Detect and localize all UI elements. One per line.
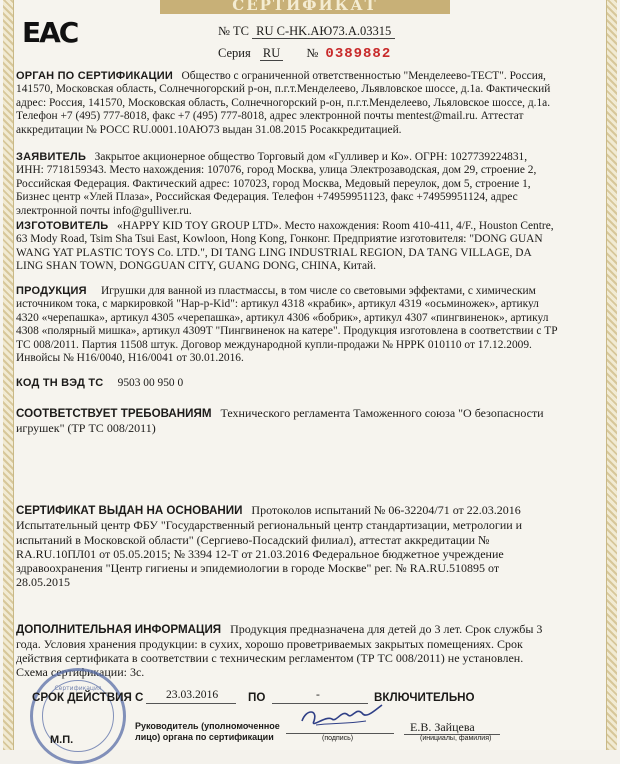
basis-line: здравоохранения "Центр гигиены и эпидемиологии в городе Москве" рег. № RA.RU.510895 от <box>16 561 500 576</box>
product-heading: ПРОДУКЦИЯ <box>16 285 87 297</box>
serial-value: RU <box>260 46 283 61</box>
signature-caption: (подпись) <box>322 735 354 742</box>
signer-name-caption: (инициалы, фамилия) <box>420 735 492 742</box>
applicant-heading: ЗАЯВИТЕЛЬ <box>16 151 87 163</box>
organ-line: адрес: Россия, 141570, Московская область, Солнечногорский р-он, п.г.т.Менделеево, Льяловское шоссе, д.1а. <box>16 96 551 109</box>
applicant-line: Бизнес центр «Улей Плаза», Российская Федерация. Телефон +74959951123, факс +74959951124, адрес <box>16 191 518 204</box>
cert-number-value: RU C-HK.АЮ73.А.03315 <box>252 24 395 39</box>
organ-line: аккредитации № РОСС RU.0001.10АЮ73 выдан 31.08.2015 Росаккредитацией. <box>16 123 402 136</box>
manufacturer-line: «HAPPY KID TOY GROUP LTD». Место нахождения: Room 410-411, 4/F., Houston Centre, <box>116 220 554 232</box>
validity-from: 23.03.2016 <box>166 688 219 701</box>
manufacturer-line: LING SHAN TOWN, DONGGUAN CITY, GUANG DONG, CHINA, Китай. <box>16 260 376 273</box>
organ-line: Общество с ограниченной ответственностью "Менделеево-ТЕСТ". Россия, <box>181 70 546 82</box>
applicant-line: Российская Федерация. Фактический адрес: 107023, город Москва, Медовый переулок, дом 5, строение 1, <box>16 177 531 190</box>
code-heading: КОД ТН ВЭД ТС <box>16 377 104 389</box>
applicant-line: Закрытое акционерное общество Торговый дом «Гулливер и Ко». ОГРН: 1027739224831, <box>94 151 528 163</box>
ornamental-border-left <box>3 0 14 750</box>
ornamental-border-right <box>606 0 617 750</box>
head-label <box>135 721 280 743</box>
code-section <box>16 377 586 390</box>
head-label-line: лицо) органа по сертификации <box>135 732 274 742</box>
basis-line: испытаний в Московской области" (Сергиево-Посадский филиал), аттестат аккредитации № <box>16 532 490 547</box>
product-line: Инвойсы № H16/0040, H16/0041 от 30.01.2016. <box>16 352 244 365</box>
product-section <box>16 285 586 365</box>
additional-line: Схема сертификации: 3с. <box>16 665 145 679</box>
additional-line: действия сертификата в соответствии с техническим регламентом (ТР ТС 008/2011) не установлен. <box>16 651 524 665</box>
certificate-banner: СЕРТИФИКАТ <box>160 0 450 14</box>
product-line: источником тока, с маркировкой "Hap-p-Kid": артикул 4318 «крабик», артикул 4319 «осьминожек», артикул <box>16 298 539 311</box>
basis-section <box>16 503 586 590</box>
serial-row <box>218 46 391 62</box>
basis-line: Протоколов испытаний № 06-32204/71 от 22.03.2016 <box>251 503 521 517</box>
additional-info-section <box>16 622 586 679</box>
product-line: ТС 008/2011. Партия 11508 штук. Договор международной купли-продажи № HPPK 010110 от 17.12.2009. <box>16 338 532 351</box>
basis-line: 28.05.2015 <box>16 575 70 590</box>
applicant-line: ИНН: 7718159343. Место нахождения: 107076, город Москва, улица Электрозаводская, дом 29, строение 2, <box>16 164 537 177</box>
validity-inclusive: ВКЛЮЧИТЕЛЬНО <box>374 691 475 704</box>
code-value: 9503 00 950 0 <box>117 377 184 389</box>
additional-heading: ДОПОЛНИТЕЛЬНАЯ ИНФОРМАЦИЯ <box>16 623 222 636</box>
manufacturer-line: 63 Mody Road, Tsim Sha Tsui East, Kowloon, Hong Kong, Гонконг. Предприятие изготовителя: "DONG GUAN <box>16 233 543 246</box>
validity-to: - <box>316 688 320 701</box>
additional-line: Продукция предназначена для детей до 3 лет. Срок службы 3 <box>230 622 543 636</box>
eac-mark-icon: EAC <box>22 16 78 49</box>
signature-icon <box>296 701 386 733</box>
validity-label: СРОК ДЕЙСТВИЯ С <box>32 691 144 704</box>
conformity-line: игрушек" (ТР ТС 008/2011) <box>16 421 156 435</box>
signer-name: Е.В. Зайцева <box>410 720 475 734</box>
serial-label: Серия <box>218 46 251 60</box>
signature-underline <box>286 733 394 734</box>
organ-line: 141570, Московская область, Солнечногорский р-он, п.г.т.Менделеево, Льявловское шоссе, д.1а. Фактический <box>16 83 551 96</box>
organ-line: Телефон +7 (495) 777-8018, факс +7 (495) 777-8018, адрес электронной почты mentest@mail.ru. Аттестат <box>16 110 524 123</box>
validity-from-underline <box>146 703 236 704</box>
validity-row <box>32 691 143 704</box>
stamp-label: М.П. <box>50 734 74 746</box>
manufacturer-section <box>16 220 586 274</box>
conformity-line: Технического регламента Таможенного союза "О безопасности <box>220 406 544 420</box>
organ-section <box>16 70 586 137</box>
product-line: 4320 «черепашка», артикул 4305 «черепашка», артикул 4306 «бобрик», артикул 4307 «пингвиненок», артикул <box>16 311 549 324</box>
additional-line: года. Условия хранения продукции: в сухих, хорошо проветриваемых закрытых помещениях. Срок <box>16 637 523 651</box>
product-line: 4308 «полярный мишка», артикул 4309Т "Пингвиненок на катере". Продукция изготовлена в соответствии с ТР <box>16 325 558 338</box>
blank-number: 0389882 <box>325 46 392 62</box>
organ-heading: ОРГАН ПО СЕРТИФИКАЦИИ <box>16 70 173 82</box>
manufacturer-line: WANG YAT PLASTIC TOYS Co. LTD.", DI TANG LING INDUSTRIAL REGION, DA TANG VILLAGE, DA <box>16 246 532 259</box>
basis-line: Испытательный центр ФБУ "Государственный региональный центр стандартизации, метрологии и <box>16 518 523 533</box>
head-label-line: Руководитель (уполномоченное <box>135 721 280 731</box>
blank-number-label: № <box>306 46 319 60</box>
basis-heading: СЕРТИФИКАТ ВЫДАН НА ОСНОВАНИИ <box>16 504 243 517</box>
cert-prefix: № ТС <box>218 24 250 38</box>
conformity-section <box>16 406 586 435</box>
certificate-number <box>218 24 395 39</box>
conformity-heading: СООТВЕТСТВУЕТ ТРЕБОВАНИЯМ <box>16 407 212 420</box>
validity-to-label: ПО <box>248 691 266 704</box>
applicant-section <box>16 151 586 218</box>
basis-line: RA.RU.10ПЛ01 от 05.05.2015; № 3394 12-Т от 21.03.2016 Федеральное бюджетное учреждение <box>16 546 504 561</box>
applicant-line: электронной почты info@gulliver.ru. <box>16 204 192 217</box>
product-line: Игрушки для ванной из пластмассы, в том числе со световыми эффектами, с химическим <box>100 285 536 297</box>
stamp-text: Сертификация <box>54 685 102 692</box>
manufacturer-heading: ИЗГОТОВИТЕЛЬ <box>16 220 109 232</box>
